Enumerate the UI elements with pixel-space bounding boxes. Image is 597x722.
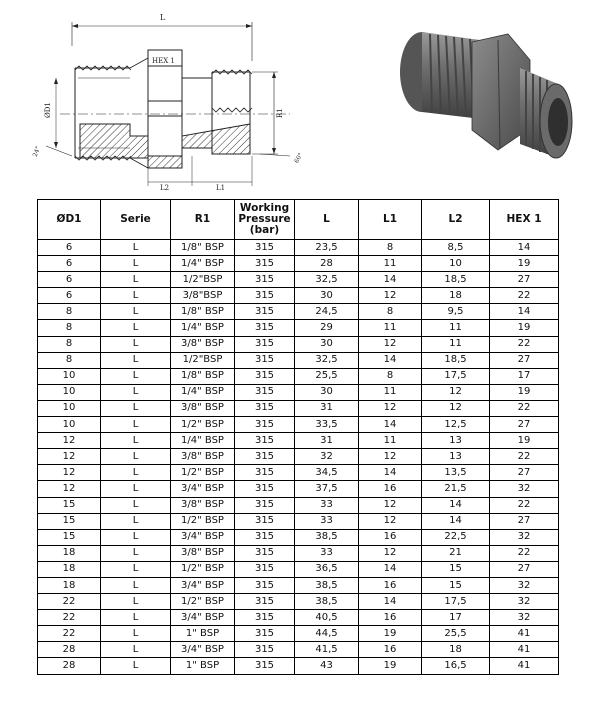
table-row	[38, 433, 559, 449]
table-cell: 16	[359, 610, 422, 626]
table-cell: 16	[359, 577, 422, 593]
table-cell: 22,5	[422, 529, 490, 545]
table-cell: 32,5	[295, 352, 359, 368]
table-cell: 32	[490, 594, 559, 610]
table-cell: L	[101, 400, 171, 416]
table-cell: 315	[235, 400, 295, 416]
table-cell: 33	[295, 513, 359, 529]
length-label: L	[160, 13, 166, 22]
table-cell: 315	[235, 304, 295, 320]
table-cell: 19	[359, 658, 422, 674]
table-cell: 18,5	[422, 352, 490, 368]
table-cell: 18	[38, 545, 101, 561]
table-cell: 19	[490, 320, 559, 336]
table-cell: L	[101, 497, 171, 513]
table-cell: 1" BSP	[171, 658, 235, 674]
table-cell: 38,5	[295, 529, 359, 545]
table-cell: 12	[359, 336, 422, 352]
table-cell: 28	[38, 642, 101, 658]
table-cell: 315	[235, 561, 295, 577]
table-cell: 41	[490, 658, 559, 674]
table-cell: 10	[38, 368, 101, 384]
table-cell: 6	[38, 288, 101, 304]
table-header-row	[38, 200, 559, 240]
table-cell: 315	[235, 320, 295, 336]
table-cell: 16	[359, 481, 422, 497]
table-cell: 1/4" BSP	[171, 256, 235, 272]
table-cell: 22	[490, 545, 559, 561]
table-cell: L	[101, 304, 171, 320]
table-cell: 13,5	[422, 465, 490, 481]
table-cell: 315	[235, 545, 295, 561]
table-cell: 30	[295, 336, 359, 352]
table-cell: 11	[422, 336, 490, 352]
table-cell: 12	[38, 465, 101, 481]
table-cell: 27	[490, 352, 559, 368]
table-cell: 22	[38, 594, 101, 610]
table-cell: 17,5	[422, 368, 490, 384]
table-cell: 1/2" BSP	[171, 513, 235, 529]
table-cell: 11	[359, 320, 422, 336]
table-cell: 315	[235, 642, 295, 658]
table-cell: 22	[490, 497, 559, 513]
table-cell: 1/2" BSP	[171, 594, 235, 610]
table-cell: 12	[38, 481, 101, 497]
table-cell: 315	[235, 352, 295, 368]
table-cell: 19	[359, 626, 422, 642]
table-cell: 25,5	[295, 368, 359, 384]
table-body	[38, 240, 559, 675]
table-cell: 12	[359, 449, 422, 465]
table-cell: 8	[359, 240, 422, 256]
header-serie: Serie	[101, 200, 171, 240]
table-cell: 315	[235, 433, 295, 449]
spec-table	[37, 199, 559, 675]
table-cell: 6	[38, 272, 101, 288]
table-cell: 315	[235, 481, 295, 497]
table-cell: 14	[359, 272, 422, 288]
table-cell: 31	[295, 433, 359, 449]
table-cell: 16	[359, 642, 422, 658]
table-cell: 32	[490, 610, 559, 626]
header-working-pressure: Working Pressure (bar)	[235, 200, 295, 240]
table-row	[38, 368, 559, 384]
table-cell: 8	[359, 304, 422, 320]
table-cell: L	[101, 594, 171, 610]
table-cell: 315	[235, 465, 295, 481]
angle-right-label: 60°	[293, 151, 305, 165]
table-cell: 23,5	[295, 240, 359, 256]
table-cell: 11	[359, 384, 422, 400]
table-cell: 19	[490, 433, 559, 449]
table-cell: 15	[38, 513, 101, 529]
table-cell: 1/4" BSP	[171, 384, 235, 400]
table-cell: 3/4" BSP	[171, 610, 235, 626]
table-cell: 3/8"BSP	[171, 288, 235, 304]
table-cell: L	[101, 658, 171, 674]
table-cell: 29	[295, 320, 359, 336]
table-cell: 22	[38, 610, 101, 626]
thread-label: R1	[276, 108, 284, 118]
table-cell: 1/2"BSP	[171, 352, 235, 368]
table-cell: 315	[235, 529, 295, 545]
table-row	[38, 577, 559, 593]
table-row	[38, 529, 559, 545]
table-cell: 27	[490, 417, 559, 433]
table-cell: 27	[490, 465, 559, 481]
table-cell: 18	[38, 577, 101, 593]
table-cell: 10	[422, 256, 490, 272]
table-cell: 3/8" BSP	[171, 336, 235, 352]
table-cell: 32,5	[295, 272, 359, 288]
table-cell: 44,5	[295, 626, 359, 642]
table-cell: 3/8" BSP	[171, 400, 235, 416]
technical-drawing	[20, 6, 320, 191]
table-cell: 17	[422, 610, 490, 626]
table-cell: 10	[38, 400, 101, 416]
table-cell: L	[101, 481, 171, 497]
table-cell: L	[101, 384, 171, 400]
table-cell: 315	[235, 577, 295, 593]
table-cell: 14	[490, 304, 559, 320]
table-row	[38, 256, 559, 272]
table-cell: 17	[490, 368, 559, 384]
header-r1: R1	[171, 200, 235, 240]
table-cell: 22	[490, 288, 559, 304]
table-row	[38, 304, 559, 320]
table-cell: 3/8" BSP	[171, 449, 235, 465]
table-cell: 34,5	[295, 465, 359, 481]
table-cell: 315	[235, 626, 295, 642]
header-diameter: ØD1	[38, 200, 101, 240]
table-cell: 315	[235, 513, 295, 529]
table-cell: 12	[359, 545, 422, 561]
table-cell: 14	[359, 417, 422, 433]
table-cell: 41,5	[295, 642, 359, 658]
table-cell: 8	[359, 368, 422, 384]
table-cell: 18	[422, 642, 490, 658]
header-l: L	[295, 200, 359, 240]
table-cell: 13	[422, 433, 490, 449]
table-cell: 6	[38, 256, 101, 272]
table-cell: 315	[235, 272, 295, 288]
table-cell: 28	[38, 658, 101, 674]
diameter-label: ØD1	[44, 102, 52, 118]
table-cell: 1/4" BSP	[171, 433, 235, 449]
table-cell: 1" BSP	[171, 626, 235, 642]
table-row	[38, 272, 559, 288]
table-row	[38, 320, 559, 336]
table-row	[38, 610, 559, 626]
table-row	[38, 417, 559, 433]
table-cell: 17,5	[422, 594, 490, 610]
l2-label: L2	[160, 184, 170, 191]
table-cell: L	[101, 626, 171, 642]
table-cell: 14	[422, 513, 490, 529]
table-cell: 315	[235, 288, 295, 304]
table-cell: L	[101, 449, 171, 465]
table-row	[38, 658, 559, 674]
table-cell: 12	[359, 513, 422, 529]
table-cell: 32	[490, 577, 559, 593]
table-cell: 31	[295, 400, 359, 416]
table-cell: 11	[422, 320, 490, 336]
table-cell: 40,5	[295, 610, 359, 626]
table-row	[38, 352, 559, 368]
table-cell: L	[101, 320, 171, 336]
table-cell: 22	[490, 400, 559, 416]
table-cell: 315	[235, 240, 295, 256]
table-cell: 15	[422, 577, 490, 593]
table-cell: L	[101, 240, 171, 256]
table-cell: 315	[235, 384, 295, 400]
table-cell: 12	[359, 497, 422, 513]
table-cell: 9,5	[422, 304, 490, 320]
table-cell: 22	[490, 336, 559, 352]
table-cell: 10	[38, 384, 101, 400]
table-cell: 33	[295, 497, 359, 513]
table-cell: 315	[235, 610, 295, 626]
table-cell: 27	[490, 561, 559, 577]
table-cell: L	[101, 545, 171, 561]
table-cell: 3/4" BSP	[171, 642, 235, 658]
table-cell: 18,5	[422, 272, 490, 288]
table-cell: 6	[38, 240, 101, 256]
table-cell: 1/4" BSP	[171, 320, 235, 336]
table-row	[38, 642, 559, 658]
table-cell: 14	[490, 240, 559, 256]
table-cell: 8	[38, 352, 101, 368]
table-row	[38, 481, 559, 497]
table-cell: 38,5	[295, 594, 359, 610]
table-cell: L	[101, 288, 171, 304]
table-cell: 8,5	[422, 240, 490, 256]
table-cell: 14	[422, 497, 490, 513]
table-cell: 19	[490, 384, 559, 400]
table-cell: 30	[295, 288, 359, 304]
header-l2: L2	[422, 200, 490, 240]
table-cell: 27	[490, 513, 559, 529]
table-cell: 315	[235, 497, 295, 513]
table-cell: 12	[38, 433, 101, 449]
table-cell: 12	[359, 400, 422, 416]
table-cell: L	[101, 256, 171, 272]
header-hex1: HEX 1	[490, 200, 559, 240]
table-cell: 315	[235, 417, 295, 433]
table-row	[38, 561, 559, 577]
table-cell: 32	[490, 481, 559, 497]
table-cell: L	[101, 642, 171, 658]
angle-left-label: 24°	[31, 145, 42, 158]
table-cell: 43	[295, 658, 359, 674]
table-cell: 13	[422, 449, 490, 465]
table-cell: 37,5	[295, 481, 359, 497]
table-row	[38, 594, 559, 610]
table-cell: 1/2" BSP	[171, 465, 235, 481]
table-cell: 30	[295, 384, 359, 400]
table-cell: 315	[235, 336, 295, 352]
table-cell: 36,5	[295, 561, 359, 577]
table-cell: 10	[38, 417, 101, 433]
table-cell: 41	[490, 642, 559, 658]
table-cell: L	[101, 368, 171, 384]
table-cell: 1/8" BSP	[171, 304, 235, 320]
table-cell: L	[101, 513, 171, 529]
table-cell: 33	[295, 545, 359, 561]
table-cell: 28	[295, 256, 359, 272]
table-cell: 315	[235, 449, 295, 465]
table-cell: 21	[422, 545, 490, 561]
table-cell: 32	[295, 449, 359, 465]
table-cell: 11	[359, 433, 422, 449]
table-row	[38, 465, 559, 481]
table-row	[38, 449, 559, 465]
table-row	[38, 240, 559, 256]
table-row	[38, 513, 559, 529]
table-row	[38, 626, 559, 642]
table-cell: 12,5	[422, 417, 490, 433]
table-cell: 22	[38, 626, 101, 642]
table-cell: 315	[235, 256, 295, 272]
table-cell: 315	[235, 594, 295, 610]
table-cell: 14	[359, 352, 422, 368]
table-cell: 38,5	[295, 577, 359, 593]
table-cell: L	[101, 465, 171, 481]
table-cell: 3/4" BSP	[171, 529, 235, 545]
table-cell: L	[101, 336, 171, 352]
table-cell: 33,5	[295, 417, 359, 433]
table-cell: L	[101, 529, 171, 545]
table-cell: 19	[490, 256, 559, 272]
table-cell: 8	[38, 320, 101, 336]
table-cell: 12	[38, 449, 101, 465]
table-cell: 1/2"BSP	[171, 272, 235, 288]
table-cell: 8	[38, 336, 101, 352]
table-cell: 12	[359, 288, 422, 304]
table-cell: 3/4" BSP	[171, 481, 235, 497]
table-cell: 3/8" BSP	[171, 545, 235, 561]
table-cell: 11	[359, 256, 422, 272]
table-cell: L	[101, 352, 171, 368]
table-row	[38, 288, 559, 304]
fitting-3d-render	[380, 10, 580, 175]
table-cell: 32	[490, 529, 559, 545]
table-cell: L	[101, 417, 171, 433]
table-cell: 25,5	[422, 626, 490, 642]
table-cell: 3/8" BSP	[171, 497, 235, 513]
l1-label: L1	[216, 184, 226, 191]
table-cell: 1/8" BSP	[171, 240, 235, 256]
table-cell: 3/4" BSP	[171, 577, 235, 593]
table-row	[38, 384, 559, 400]
table-cell: 14	[359, 594, 422, 610]
table-cell: 14	[359, 465, 422, 481]
table-cell: 315	[235, 658, 295, 674]
table-cell: L	[101, 577, 171, 593]
table-cell: 15	[38, 497, 101, 513]
table-cell: 27	[490, 272, 559, 288]
table-cell: 18	[422, 288, 490, 304]
table-cell: 1/2" BSP	[171, 417, 235, 433]
table-cell: 12	[422, 384, 490, 400]
table-cell: 16	[359, 529, 422, 545]
header-l1: L1	[359, 200, 422, 240]
table-cell: 24,5	[295, 304, 359, 320]
table-cell: 15	[422, 561, 490, 577]
table-row	[38, 336, 559, 352]
table-cell: 22	[490, 449, 559, 465]
table-row	[38, 545, 559, 561]
table-cell: 315	[235, 368, 295, 384]
table-cell: 12	[422, 400, 490, 416]
table-cell: 1/8" BSP	[171, 368, 235, 384]
table-cell: 16,5	[422, 658, 490, 674]
table-cell: 18	[38, 561, 101, 577]
table-cell: L	[101, 561, 171, 577]
table-cell: 15	[38, 529, 101, 545]
table-cell: L	[101, 433, 171, 449]
table-cell: L	[101, 610, 171, 626]
hex-label: HEX 1	[152, 57, 175, 65]
table-cell: L	[101, 272, 171, 288]
table-cell: 14	[359, 561, 422, 577]
table-row	[38, 400, 559, 416]
table-cell: 1/2" BSP	[171, 561, 235, 577]
table-cell: 21,5	[422, 481, 490, 497]
table-cell: 8	[38, 304, 101, 320]
table-cell: 41	[490, 626, 559, 642]
table-row	[38, 497, 559, 513]
